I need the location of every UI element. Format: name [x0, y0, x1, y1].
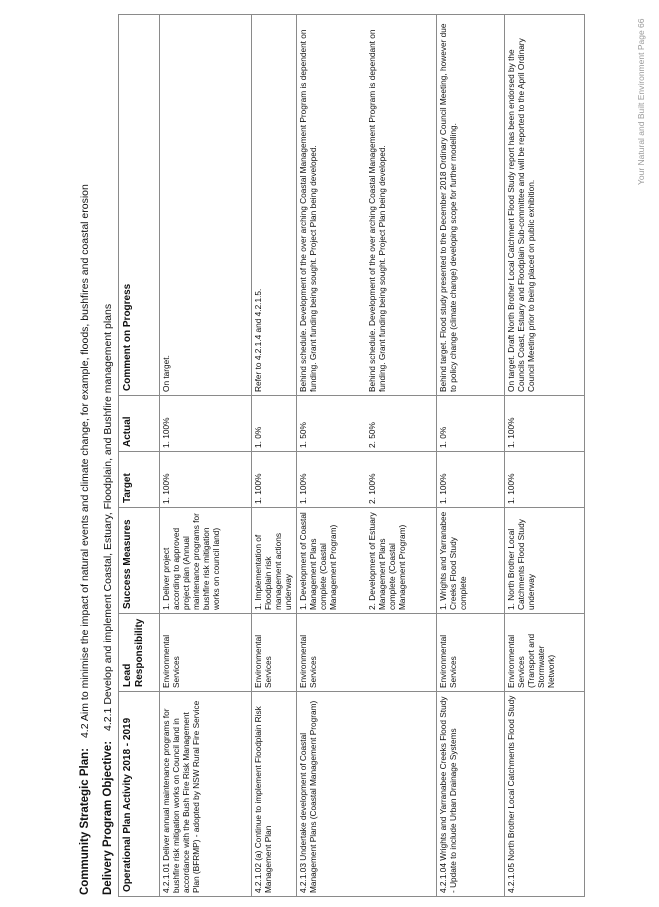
operational-plan-table — [118, 14, 585, 897]
comment-item: On target. — [161, 355, 171, 392]
actual-item: 1. 100% — [506, 417, 516, 448]
lead-cell: Environmental Services — [252, 614, 297, 692]
actual-cell — [160, 396, 252, 452]
measure-item: 1. Wrights and Yarranabee Creeks Flood Study complete — [438, 511, 468, 610]
actual-item: 1. 100% — [161, 417, 171, 448]
table-row — [252, 15, 297, 897]
actual-item: 1. 0% — [438, 426, 448, 448]
measures-cell — [297, 508, 437, 614]
col-lead: Lead Responsibility — [119, 614, 160, 692]
target-item: 1. 100% — [253, 473, 263, 504]
activity-cell: 4.2.1.05 North Brother Local Catchments Flood Study — [505, 692, 585, 897]
delivery-program-objective-line — [102, 304, 114, 895]
actual-item: 2. 50% — [367, 422, 377, 448]
lead-cell: Environmental Services — [297, 614, 437, 692]
actual-item: 1. 0% — [253, 426, 263, 448]
activity-cell: 4.2.1.02 (a) Continue to implement Floodplain Risk Management Plan — [252, 692, 297, 897]
lead-cell: Environmental Services (Transport and Stormwater Network) — [505, 614, 585, 692]
activity-cell: 4.2.1.03 Undertake development of Coastal Management Plans (Coastal Management Program) — [297, 692, 437, 897]
col-actual: Actual — [119, 396, 160, 452]
comment-item: On target. Draft North Brother Local Catchment Flood Study report has been endorsed by the Councils Coast, Estuary and Floodplain Sub-committee and will be reported to the April Ordinary Council Meeting prior to being placed on public exhibition. — [506, 38, 536, 392]
target-item: 1. 100% — [298, 473, 308, 504]
dpo-value: 4.2.1 Develop and implement Coastal, Estuary, Floodplain, and Bushfire management plans — [102, 303, 114, 731]
target-cell — [160, 452, 252, 508]
csp-value: 4.2 Aim to minimise the impact of natural events and climate change, for example, floods, bushfires and coastal erosion — [79, 184, 91, 739]
col-activity: Operational Plan Activity 2018 - 2019 — [119, 692, 160, 897]
lead-cell: Environmental Services — [437, 614, 505, 692]
target-cell — [252, 452, 297, 508]
actual-cell — [252, 396, 297, 452]
measure-item: 2. Development of Estuary Management Plans complete (Coastal Management Program) — [367, 512, 407, 610]
table-header-row — [119, 15, 160, 897]
comment-cell — [252, 15, 297, 396]
measures-cell — [252, 508, 297, 614]
activity-cell: 4.2.1.04 Wrights and Yarranabee Creeks Flood Study - Update to include Urban Drainage Systems — [437, 692, 505, 897]
measure-item: 1. Development of Coastal Management Plans complete (Coastal Management Program) — [298, 512, 338, 610]
dpo-label: Delivery Program Objective: — [102, 740, 114, 895]
target-cell — [437, 452, 505, 508]
comment-item: Behind target. Flood study presented to the December 2018 Ordinary Council Meeting, however due to policy change (climate change) developing scope for further modelling. — [438, 23, 458, 392]
csp-label: Community Strategic Plan: — [79, 748, 91, 895]
target-cell — [505, 452, 585, 508]
table-row — [297, 15, 437, 897]
comment-cell — [437, 15, 505, 396]
page-footer: Your Natural and Built Environment Page 66 — [636, 18, 646, 185]
lead-cell: Environmental Services — [160, 614, 252, 692]
actual-cell — [437, 396, 505, 452]
comment-cell — [297, 15, 437, 396]
comment-cell — [505, 15, 585, 396]
community-strategic-plan-line — [79, 184, 91, 895]
target-item: 2. 100% — [367, 473, 377, 504]
table-row — [437, 15, 505, 897]
target-item: 1. 100% — [438, 473, 448, 504]
comment-item: Refer to 4.2.1.4 and 4.2.1.5. — [253, 288, 263, 392]
actual-item: 1. 50% — [298, 422, 308, 448]
target-item: 1. 100% — [161, 473, 171, 504]
actual-cell — [297, 396, 437, 452]
measures-cell — [160, 508, 252, 614]
comment-item: Behind schedule. Development of the over arching Coastal Management Program is dependant on funding. Grant funding being sought. Project Plan being developed. — [367, 29, 387, 392]
measure-item: 1. North Brother Local Catchments Flood Study underway — [506, 519, 536, 610]
measures-cell — [437, 508, 505, 614]
col-target: Target — [119, 452, 160, 508]
table-row — [505, 15, 585, 897]
table-row — [160, 15, 252, 897]
measure-item: 1. Deliver project according to approved project plan (Annual maintenance programs for bushfire risk mitigation works on council land) — [161, 513, 221, 610]
activity-cell: 4.2.1.01 Deliver annual maintenance programs for bushfire risk mitigation works on Council land in accordance with the Bush Fire Risk Management Plan (BFRMP) - adopted by NSW Rural Fire Service — [160, 692, 252, 897]
actual-cell — [505, 396, 585, 452]
target-item: 1. 100% — [506, 473, 516, 504]
col-comment: Comment on Progress — [119, 15, 160, 396]
measure-item: 1. Implementation of Floodplain risk management actions underway — [253, 532, 293, 610]
target-cell — [297, 452, 437, 508]
col-measures: Success Measures — [119, 508, 160, 614]
measures-cell — [505, 508, 585, 614]
comment-cell — [160, 15, 252, 396]
comment-item: Behind schedule. Development of the over arching Coastal Management Program is dependent on funding. Grant funding being sought. Project Plan being developed. — [298, 29, 318, 392]
